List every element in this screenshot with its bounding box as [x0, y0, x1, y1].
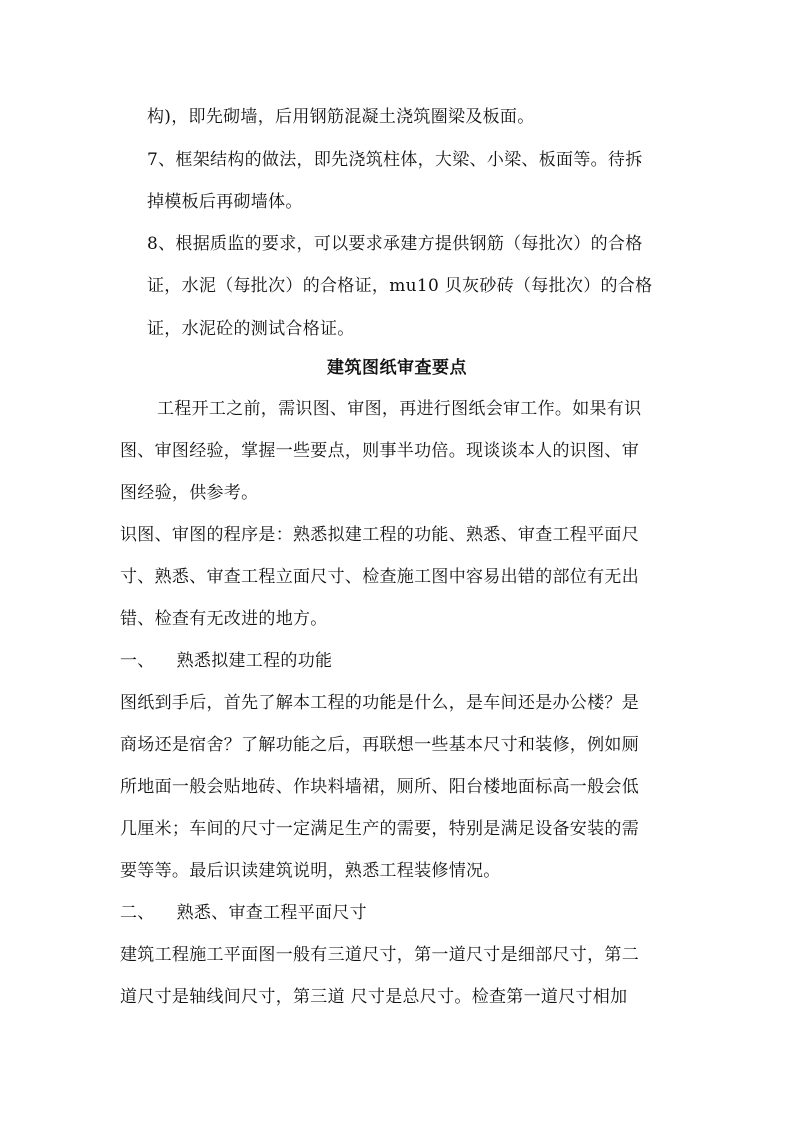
paragraph-line: 建筑工程施工平面图一般有三道尺寸，第一道尺寸是细部尺寸，第二 [120, 945, 639, 965]
section-title: 建筑图纸审查要点 [327, 358, 467, 378]
paragraph-line: 几厘米；车间的尺寸一定满足生产的需要，特别是满足设备安装的需 [120, 819, 639, 839]
paragraph-line: 识图、审图的程序是：熟悉拟建工程的功能、熟悉、审查工程平面尺 [120, 525, 639, 545]
heading-2 [120, 902, 367, 924]
paragraph-line: 工程开工之前，需识图、审图，再进行图纸会审工作。如果有识 [157, 399, 642, 419]
paragraph-line: 图经验，供参考。 [120, 483, 259, 503]
paragraph-line: 7、框架结构的做法，即先浇筑柱体，大梁、小梁、板面等。待拆 [147, 150, 643, 170]
heading-1-text: 熟悉拟建工程的功能 [176, 651, 333, 671]
paragraph-line: 图、审图经验，掌握一些要点，则事半功倍。现谈谈本人的识图、审 [120, 441, 639, 461]
paragraph-line: 道尺寸是轴线间尺寸，第三道 尺寸是总尺寸。检查第一道尺寸相加 [120, 987, 628, 1007]
paragraph-line: 要等等。最后识读建筑说明，熟悉工程装修情况。 [120, 861, 501, 881]
paragraph-line: 图纸到手后，首先了解本工程的功能是什么，是车间还是办公楼？是 [120, 693, 639, 713]
paragraph-line: 商场还是宿舍？了解功能之后，再联想一些基本尺寸和装修，例如厕 [120, 735, 639, 755]
paragraph-line: 寸、熟悉、审查工程立面尺寸、检查施工图中容易出错的部位有无出 [120, 567, 639, 587]
paragraph-line: 掉模板后再砌墙体。 [147, 192, 303, 212]
paragraph-line: 构)，即先砌墙，后用钢筋混凝土浇筑圈梁及板面。 [147, 107, 535, 127]
paragraph-line: 8、根据质监的要求，可以要求承建方提供钢筋（每批次）的合格 [147, 234, 643, 254]
heading-1 [120, 650, 332, 672]
paragraph-line: 证，水泥砼的测试合格证。 [147, 319, 355, 339]
heading-2-text: 熟悉、审查工程平面尺寸 [176, 903, 367, 923]
heading-2-number: 二、 [120, 903, 155, 923]
paragraph-line: 证，水泥（每批次）的合格证，mu10 贝灰砂砖（每批次）的合格 [147, 276, 653, 296]
paragraph-line: 错、检查有无改进的地方。 [120, 609, 328, 629]
paragraph-line: 所地面一般会贴地砖、作块料墙裙，厕所、阳台楼地面标高一般会低 [120, 777, 639, 797]
heading-1-number: 一、 [120, 651, 155, 671]
